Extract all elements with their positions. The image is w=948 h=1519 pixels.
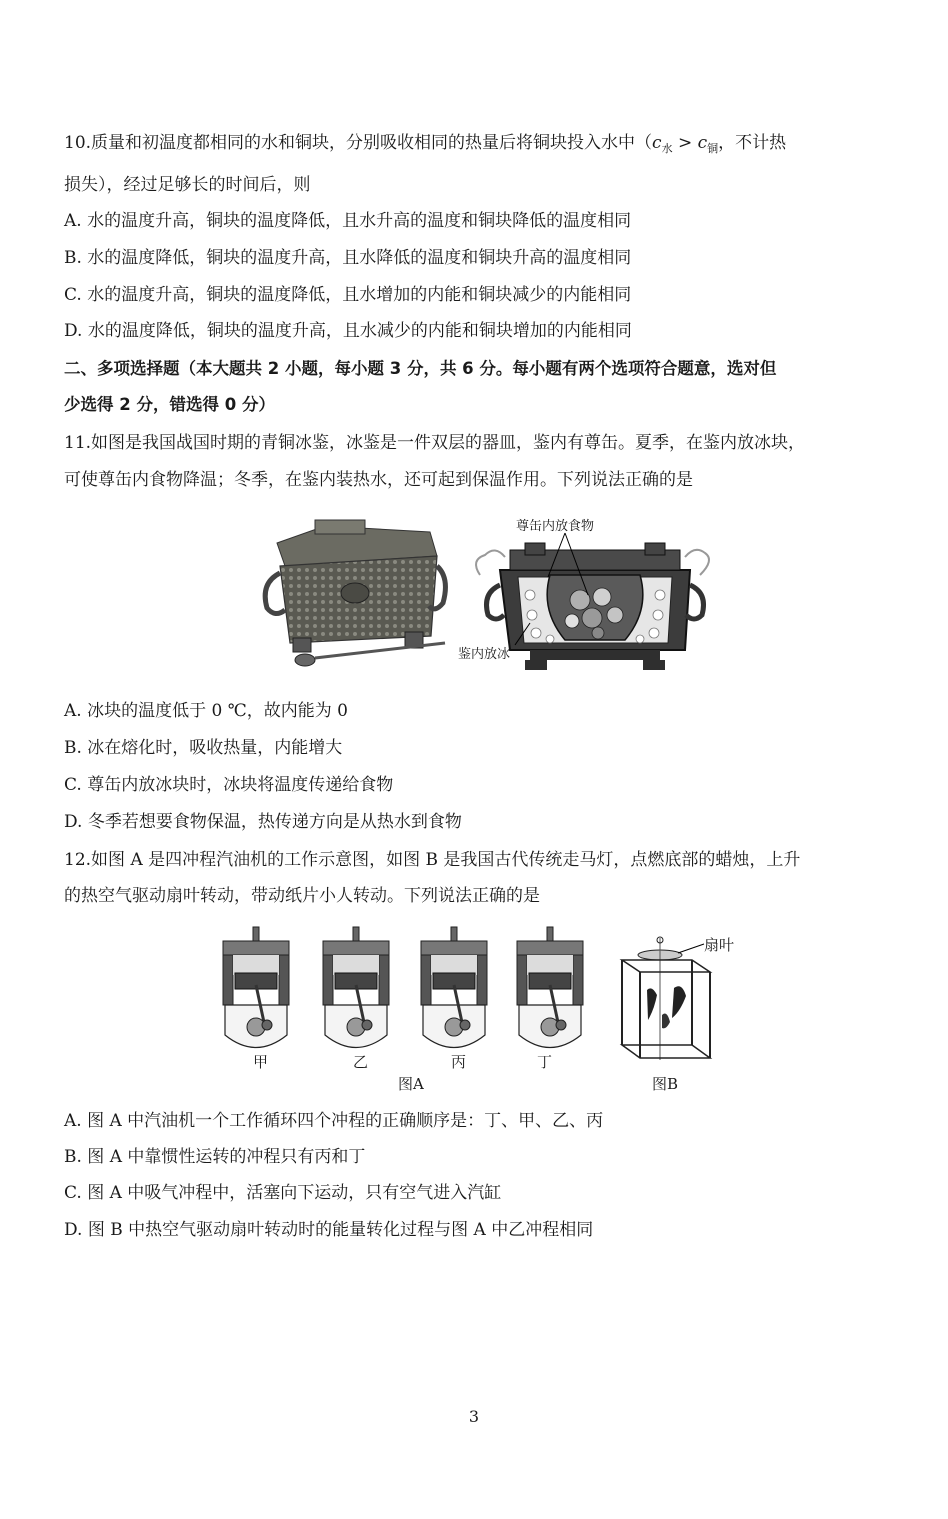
q11-option-a: A. 冰块的温度低于 0 ℃，故内能为 0 <box>64 701 348 721</box>
q10-option-d: D. 水的温度降低，铜块的温度升高，且水减少的内能和铜块增加的内能相同 <box>64 321 632 341</box>
q10-option-c: C. 水的温度升高，铜块的温度降低，且水增加的内能和铜块减少的内能相同 <box>64 285 632 305</box>
engine-label-yi: 乙 <box>353 1053 369 1071</box>
engine-label-bing: 丙 <box>451 1053 467 1071</box>
engine-label-jia: 甲 <box>253 1053 269 1071</box>
c-copper-symbol: c <box>697 133 708 153</box>
q12-option-a: A. 图 A 中汽油机一个工作循环四个冲程的正确顺序是：丁、甲、乙、丙 <box>64 1111 604 1131</box>
figure-b-caption: 图B <box>652 1075 679 1093</box>
c-water-symbol: c <box>652 133 662 153</box>
engine-label-ding: 丁 <box>537 1053 553 1071</box>
ice-vessel-cutaway-diagram <box>458 515 730 675</box>
q12-option-c: C. 图 A 中吸气冲程中，活塞向下运动，只有空气进入汽缸 <box>64 1183 502 1203</box>
figure-a-caption: 图A <box>398 1075 424 1093</box>
q12-stem-line1: 12.如图 A 是四冲程汽油机的工作示意图，如图 B 是我国古代传统走马灯，点燃底部的蜡烛，上升 <box>64 850 801 870</box>
c-copper-subscript: 铜 <box>707 142 719 155</box>
q11-option-b: B. 冰在熔化时，吸收热量，内能增大 <box>64 738 343 758</box>
q11-stem-line1: 11.如图是我国战国时期的青铜冰鉴，冰鉴是一件双层的器皿，鉴内有尊缶。夏季，在鉴内放冰块， <box>64 433 806 453</box>
q10-option-a: A. 水的温度升高，铜块的温度降低，且水升高的温度和铜块降低的温度相同 <box>64 211 632 231</box>
q12-option-d: D. 图 B 中热空气驱动扇叶转动时的能量转化过程与图 A 中乙冲程相同 <box>64 1220 594 1240</box>
label-food-in-inner-vessel: 尊缶内放食物 <box>516 519 595 534</box>
page-number: 3 <box>468 1407 480 1426</box>
c-water-subscript: 水 <box>661 142 673 155</box>
label-fan-blade: 扇叶 <box>704 936 735 954</box>
label-ice-in-outer-vessel: 鉴内放冰 <box>458 647 511 662</box>
section2-heading-line2: 少选得 2 分，错选得 0 分） <box>64 395 275 414</box>
q10-stem-line2: 损失），经过足够长的时间后，则 <box>64 175 311 195</box>
q10-option-b: B. 水的温度降低，铜块的温度升高，且水降低的温度和铜块升高的温度相同 <box>64 248 632 268</box>
q12-stem-line2: 的热空气驱动扇叶转动，带动纸片小人转动。下列说法正确的是 <box>64 886 540 906</box>
q11-option-d: D. 冬季若想要食物保温，热传递方向是从热水到食物 <box>64 812 462 832</box>
q10-stem-text: 10.质量和初温度都相同的水和铜块，分别吸收相同的热量后将铜块投入水中（ <box>64 133 653 153</box>
q10-stem-text-end: ，不计热 <box>718 133 787 153</box>
q12-option-b: B. 图 A 中靠惯性运转的冲程只有丙和丁 <box>64 1147 366 1167</box>
figure-b-revolving-lantern <box>612 930 742 1095</box>
bronze-ice-vessel-photo <box>255 518 450 668</box>
q11-option-c: C. 尊缶内放冰块时，冰块将温度传递给食物 <box>64 775 394 795</box>
figure-a-engine-strokes <box>215 925 605 1095</box>
q11-stem-line2: 可使尊缶内食物降温；冬季，在鉴内装热水，还可起到保温作用。下列说法正确的是 <box>64 470 693 490</box>
q10-stem-line1 <box>64 132 786 160</box>
greater-than: > <box>672 133 698 153</box>
section2-heading-line1: 二、多项选择题（本大题共 2 小题，每小题 3 分，共 6 分。每小题有两个选项符合题意，选对但 <box>64 359 777 378</box>
